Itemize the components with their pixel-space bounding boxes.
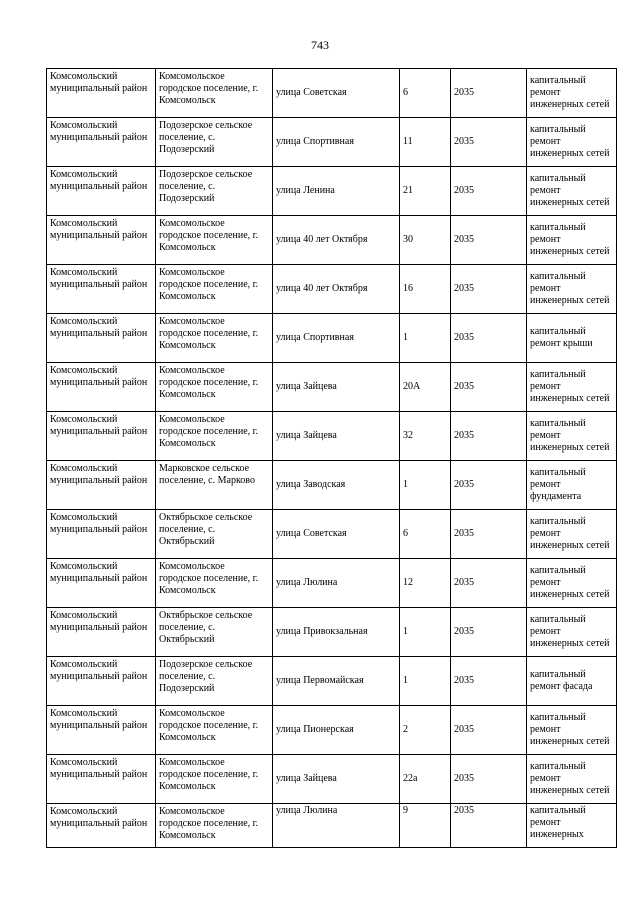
year-cell: 2035 bbox=[451, 461, 527, 510]
year-cell: 2035 bbox=[451, 510, 527, 559]
table-row bbox=[47, 167, 617, 216]
work-type-cell: капитальный ремонт инженерных сетей bbox=[527, 608, 617, 657]
repair-schedule-table bbox=[46, 68, 617, 848]
work-type-cell: капитальный ремонт инженерных сетей bbox=[527, 706, 617, 755]
work-type-cell: капитальный ремонт инженерных сетей bbox=[527, 559, 617, 608]
house-number-cell: 21 bbox=[400, 167, 451, 216]
house-number-cell: 1 bbox=[400, 608, 451, 657]
work-type-cell: капитальный ремонт инженерных сетей bbox=[527, 755, 617, 804]
street-cell: улица Люлина bbox=[273, 559, 400, 608]
settlement-cell: Комсомольское городское поселение, г. Комсомольск bbox=[156, 216, 273, 265]
work-type-cell: капитальный ремонт инженерных сетей bbox=[527, 69, 617, 118]
work-type-cell: капитальный ремонт инженерных сетей bbox=[527, 118, 617, 167]
table-row bbox=[47, 755, 617, 804]
district-cell: Комсомольский муниципальный район bbox=[47, 265, 156, 314]
table-row bbox=[47, 216, 617, 265]
work-type-cell: капитальный ремонт крыши bbox=[527, 314, 617, 363]
settlement-cell: Марковское сельское поселение, с. Марково bbox=[156, 461, 273, 510]
settlement-cell: Октябрьское сельское поселение, с. Октябрьский bbox=[156, 608, 273, 657]
settlement-cell: Комсомольское городское поселение, г. Комсомольск bbox=[156, 412, 273, 461]
year-cell: 2035 bbox=[451, 314, 527, 363]
work-type-cell: капитальный ремонт инженерных сетей bbox=[527, 216, 617, 265]
year-cell: 2035 bbox=[451, 265, 527, 314]
street-cell: улица Люлина bbox=[273, 804, 400, 848]
house-number-cell: 6 bbox=[400, 510, 451, 559]
work-type-cell: капитальный ремонт инженерных сетей bbox=[527, 363, 617, 412]
year-cell: 2035 bbox=[451, 657, 527, 706]
street-cell: улица Советская bbox=[273, 69, 400, 118]
year-cell: 2035 bbox=[451, 706, 527, 755]
year-cell: 2035 bbox=[451, 804, 527, 848]
district-cell: Комсомольский муниципальный район bbox=[47, 657, 156, 706]
work-type-cell: капитальный ремонт фасада bbox=[527, 657, 617, 706]
settlement-cell: Подозерское сельское поселение, с. Подозерский bbox=[156, 657, 273, 706]
district-cell: Комсомольский муниципальный район bbox=[47, 755, 156, 804]
year-cell: 2035 bbox=[451, 118, 527, 167]
street-cell: улица Первомайская bbox=[273, 657, 400, 706]
year-cell: 2035 bbox=[451, 216, 527, 265]
table-row bbox=[47, 510, 617, 559]
settlement-cell: Комсомольское городское поселение, г. Комсомольск bbox=[156, 755, 273, 804]
settlement-cell: Комсомольское городское поселение, г. Комсомольск bbox=[156, 314, 273, 363]
street-cell: улица Советская bbox=[273, 510, 400, 559]
settlement-cell: Октябрьское сельское поселение, с. Октябрьский bbox=[156, 510, 273, 559]
settlement-cell: Комсомольское городское поселение, г. Комсомольск bbox=[156, 265, 273, 314]
year-cell: 2035 bbox=[451, 608, 527, 657]
house-number-cell: 16 bbox=[400, 265, 451, 314]
street-cell: улица Ленина bbox=[273, 167, 400, 216]
house-number-cell: 30 bbox=[400, 216, 451, 265]
table-row bbox=[47, 804, 617, 848]
street-cell: улица Пионерская bbox=[273, 706, 400, 755]
table-row bbox=[47, 706, 617, 755]
district-cell: Комсомольский муниципальный район bbox=[47, 608, 156, 657]
street-cell: улица Заводская bbox=[273, 461, 400, 510]
district-cell: Комсомольский муниципальный район bbox=[47, 314, 156, 363]
house-number-cell: 32 bbox=[400, 412, 451, 461]
table-row bbox=[47, 412, 617, 461]
district-cell: Комсомольский муниципальный район bbox=[47, 69, 156, 118]
year-cell: 2035 bbox=[451, 69, 527, 118]
table-row bbox=[47, 657, 617, 706]
work-type-cell: капитальный ремонт инженерных сетей bbox=[527, 510, 617, 559]
table-row bbox=[47, 363, 617, 412]
house-number-cell: 1 bbox=[400, 657, 451, 706]
table-body bbox=[47, 69, 617, 848]
settlement-cell: Комсомольское городское поселение, г. Комсомольск bbox=[156, 559, 273, 608]
settlement-cell: Комсомольское городское поселение, г. Комсомольск bbox=[156, 706, 273, 755]
settlement-cell: Подозерское сельское поселение, с. Подозерский bbox=[156, 167, 273, 216]
settlement-cell: Комсомольское городское поселение, г. Комсомольск bbox=[156, 804, 273, 848]
house-number-cell: 2 bbox=[400, 706, 451, 755]
settlement-cell: Подозерское сельское поселение, с. Подозерский bbox=[156, 118, 273, 167]
year-cell: 2035 bbox=[451, 167, 527, 216]
page-number: 743 bbox=[311, 38, 329, 52]
street-cell: улица Спортивная bbox=[273, 118, 400, 167]
year-cell: 2035 bbox=[451, 412, 527, 461]
house-number-cell: 12 bbox=[400, 559, 451, 608]
year-cell: 2035 bbox=[451, 363, 527, 412]
district-cell: Комсомольский муниципальный район bbox=[47, 510, 156, 559]
house-number-cell: 1 bbox=[400, 461, 451, 510]
house-number-cell: 9 bbox=[400, 804, 451, 848]
street-cell: улица 40 лет Октября bbox=[273, 265, 400, 314]
settlement-cell: Комсомольское городское поселение, г. Комсомольск bbox=[156, 69, 273, 118]
year-cell: 2035 bbox=[451, 755, 527, 804]
district-cell: Комсомольский муниципальный район bbox=[47, 706, 156, 755]
street-cell: улица 40 лет Октября bbox=[273, 216, 400, 265]
house-number-cell: 1 bbox=[400, 314, 451, 363]
table-row bbox=[47, 559, 617, 608]
table-row bbox=[47, 69, 617, 118]
district-cell: Комсомольский муниципальный район bbox=[47, 363, 156, 412]
work-type-cell: капитальный ремонт инженерных сетей bbox=[527, 265, 617, 314]
district-cell: Комсомольский муниципальный район bbox=[47, 412, 156, 461]
table-row bbox=[47, 314, 617, 363]
table-row bbox=[47, 608, 617, 657]
table-row bbox=[47, 118, 617, 167]
district-cell: Комсомольский муниципальный район bbox=[47, 461, 156, 510]
house-number-cell: 20А bbox=[400, 363, 451, 412]
house-number-cell: 6 bbox=[400, 69, 451, 118]
street-cell: улица Зайцева bbox=[273, 412, 400, 461]
house-number-cell: 11 bbox=[400, 118, 451, 167]
settlement-cell: Комсомольское городское поселение, г. Комсомольск bbox=[156, 363, 273, 412]
year-cell: 2035 bbox=[451, 559, 527, 608]
work-type-cell: капитальный ремонт инженерных bbox=[527, 804, 617, 848]
work-type-cell: капитальный ремонт инженерных сетей bbox=[527, 167, 617, 216]
district-cell: Комсомольский муниципальный район bbox=[47, 167, 156, 216]
street-cell: улица Зайцева bbox=[273, 755, 400, 804]
district-cell: Комсомольский муниципальный район bbox=[47, 559, 156, 608]
street-cell: улица Зайцева bbox=[273, 363, 400, 412]
work-type-cell: капитальный ремонт инженерных сетей bbox=[527, 412, 617, 461]
street-cell: улица Привокзальная bbox=[273, 608, 400, 657]
work-type-cell: капитальный ремонт фундамента bbox=[527, 461, 617, 510]
street-cell: улица Спортивная bbox=[273, 314, 400, 363]
table-row bbox=[47, 461, 617, 510]
house-number-cell: 22а bbox=[400, 755, 451, 804]
district-cell: Комсомольский муниципальный район bbox=[47, 804, 156, 848]
district-cell: Комсомольский муниципальный район bbox=[47, 216, 156, 265]
table-row bbox=[47, 265, 617, 314]
district-cell: Комсомольский муниципальный район bbox=[47, 118, 156, 167]
